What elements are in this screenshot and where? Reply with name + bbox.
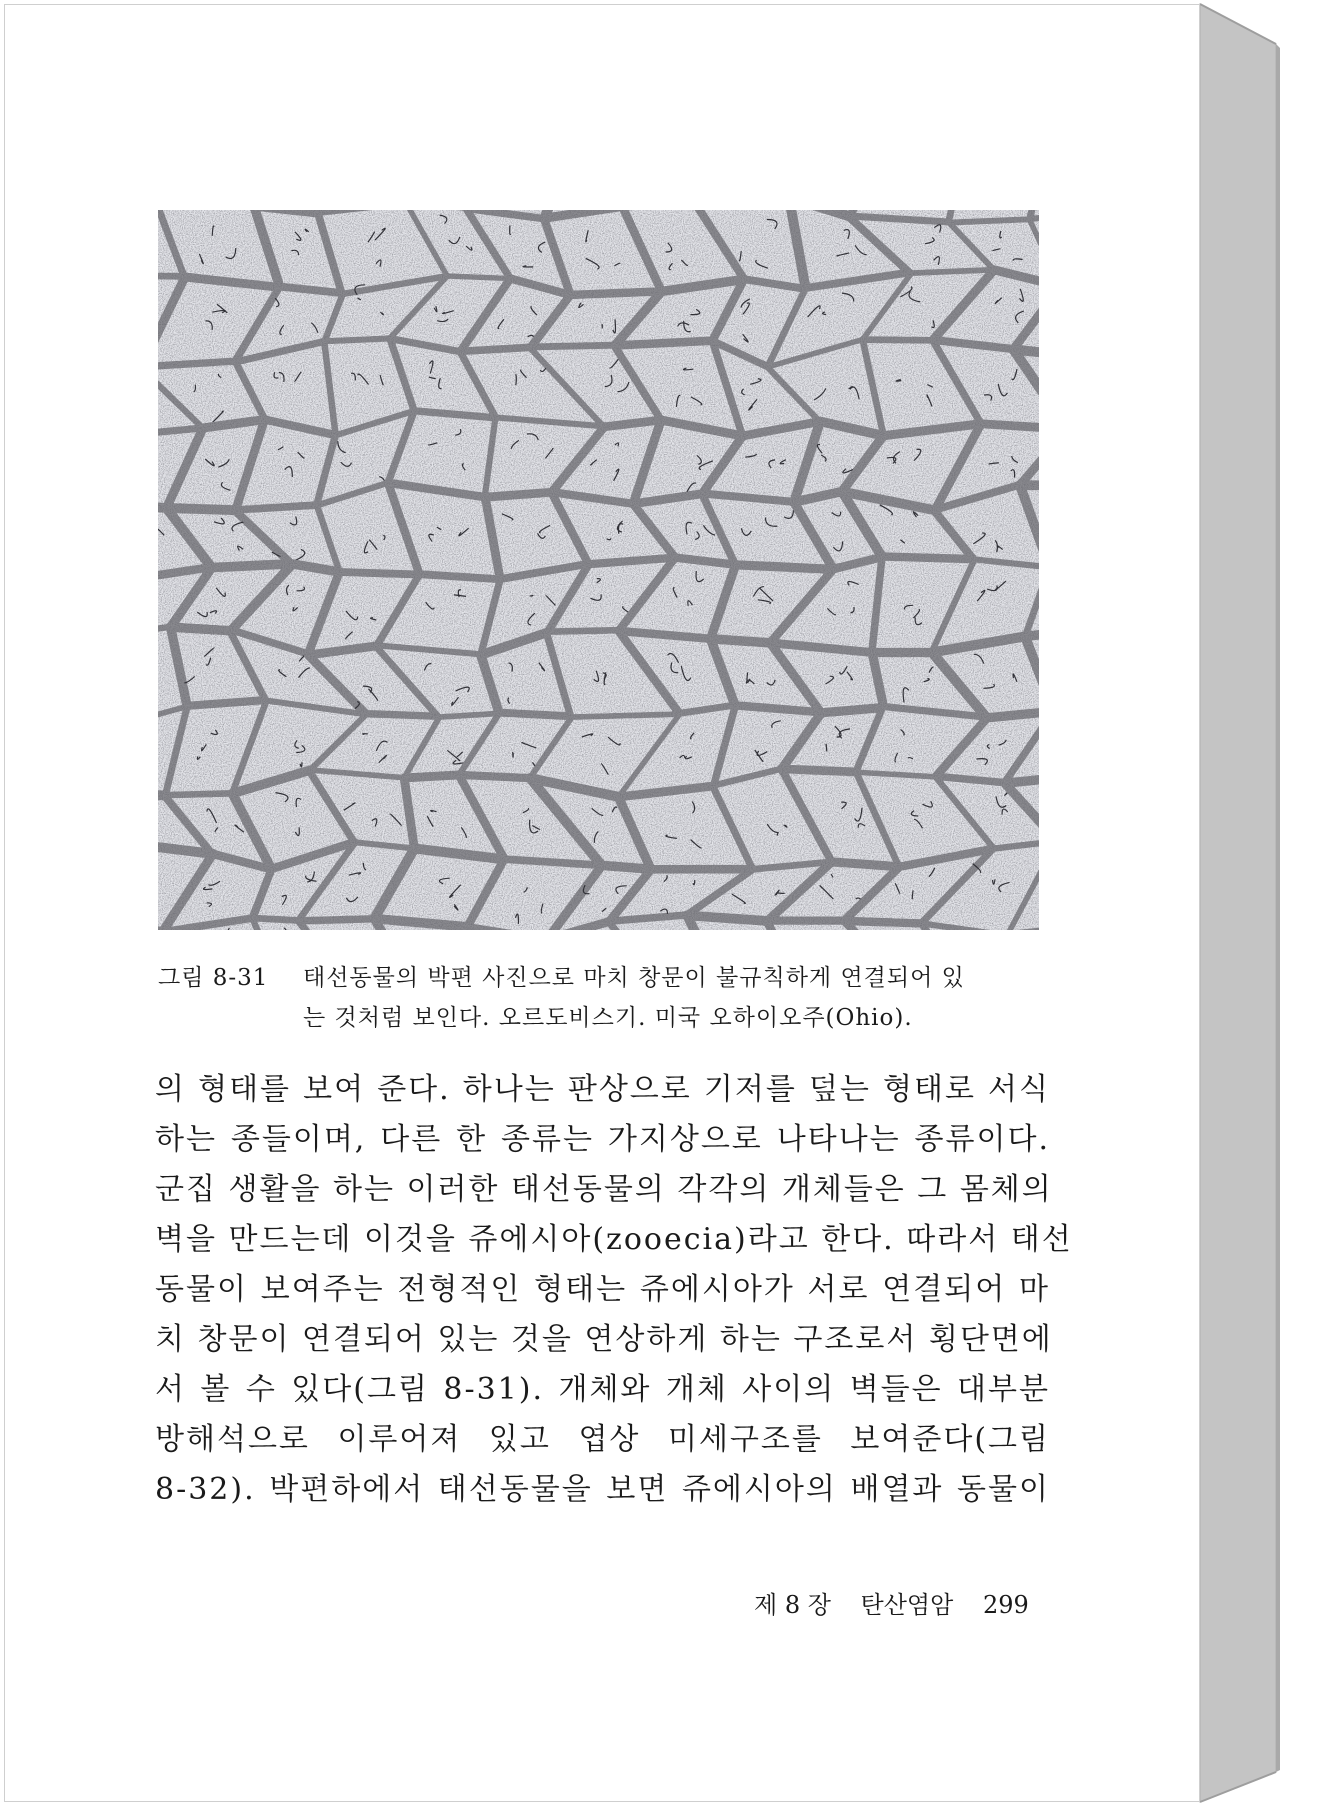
body-line-7: 서 볼 수 있다(그림 8-31). 개체와 개체 사이의 벽들은 대부분 [155, 1372, 1050, 1407]
body-line-4: 벽을 만드는데 이것을 쥬에시아(zooecia)라고 한다. 따라서 태선 [155, 1222, 1073, 1257]
body-line-8: 방해석으로 이루어져 있고 엽상 미세구조를 보여준다(그림 [155, 1422, 1050, 1457]
running-footer [754, 1585, 1029, 1620]
chapter-title: 탄산염암 [860, 1591, 954, 1619]
body-line-2: 하는 종들이며, 다른 한 종류는 가지상으로 나타나는 종류이다. [155, 1122, 1050, 1157]
body-line-9: 8-32). 박편하에서 태선동물을 보면 쥬에시아의 배열과 동물이 [155, 1472, 1050, 1507]
figure-label: 그림 8-31 [158, 965, 269, 991]
bryozoan-thin-section-photo [158, 210, 1039, 930]
body-line-6: 치 창문이 연결되어 있는 것을 연상하게 하는 구조로서 횡단면에 [155, 1322, 1053, 1357]
body-line-3: 군집 생활을 하는 이러한 태선동물의 각각의 개체들은 그 몸체의 [155, 1172, 1053, 1207]
caption-line-1: 태선동물의 박편 사진으로 마치 창문이 불규칙하게 연결되어 있 [303, 965, 965, 991]
zooecia-cell-pattern [158, 210, 1039, 930]
body-line-5: 동물이 보여주는 전형적인 형태는 쥬에시아가 서로 연결되어 마 [155, 1272, 1050, 1307]
caption-line-2: 는 것처럼 보인다. 오르도비스기. 미국 오하이오주(Ohio). [303, 1005, 913, 1031]
page-number: 299 [982, 1591, 1029, 1619]
body-line-1: 의 형태를 보여 준다. 하나는 판상으로 기저를 덮는 형태로 서식 [155, 1072, 1050, 1107]
chapter-number: 제 8 장 [754, 1591, 831, 1619]
